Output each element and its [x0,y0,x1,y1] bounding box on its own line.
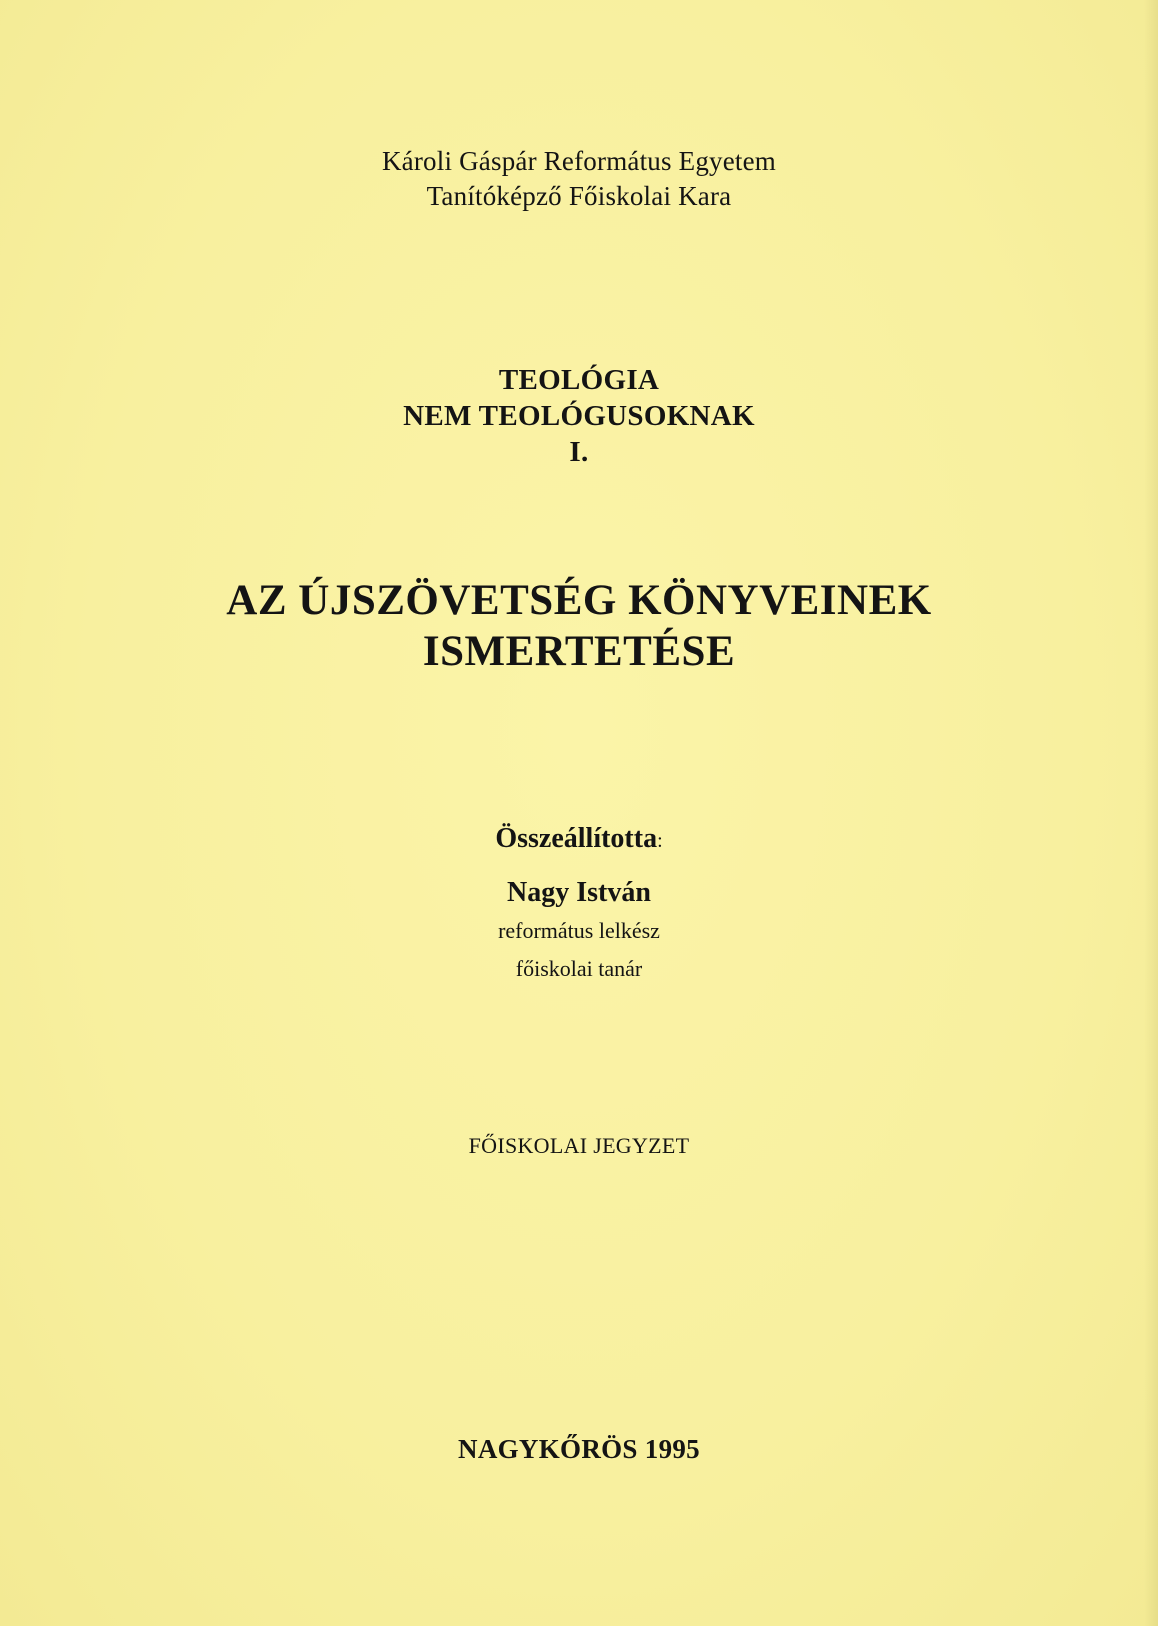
faculty-name: Tanítóképző Főiskolai Kara [426,181,732,211]
institution-name: Károli Gáspár Református Egyetem [381,146,777,176]
imprint-place-year: NAGYKŐRÖS 1995 [458,1434,700,1464]
book-title-line2: ISMERTETÉSE [422,628,736,675]
page-edge-shadow [1144,0,1158,1626]
series-title-line2: NEM TEOLÓGUSOKNAK [403,400,755,432]
book-title-line1: AZ ÚJSZÖVETSÉG KÖNYVEINEK [226,577,932,624]
series-volume: I. [569,436,589,468]
author-role-2: főiskolai tanár [515,956,643,981]
compiled-by-label [0,823,1158,855]
compiled-by-colon: : [657,830,663,852]
series-title-line1: TEOLÓGIA [498,364,660,396]
compiled-by-text: Összeállította [495,823,658,854]
document-type: FŐISKOLAI JEGYZET [468,1133,690,1158]
author-role-1: református lelkész [498,918,660,943]
author-name: Nagy István [507,877,651,908]
